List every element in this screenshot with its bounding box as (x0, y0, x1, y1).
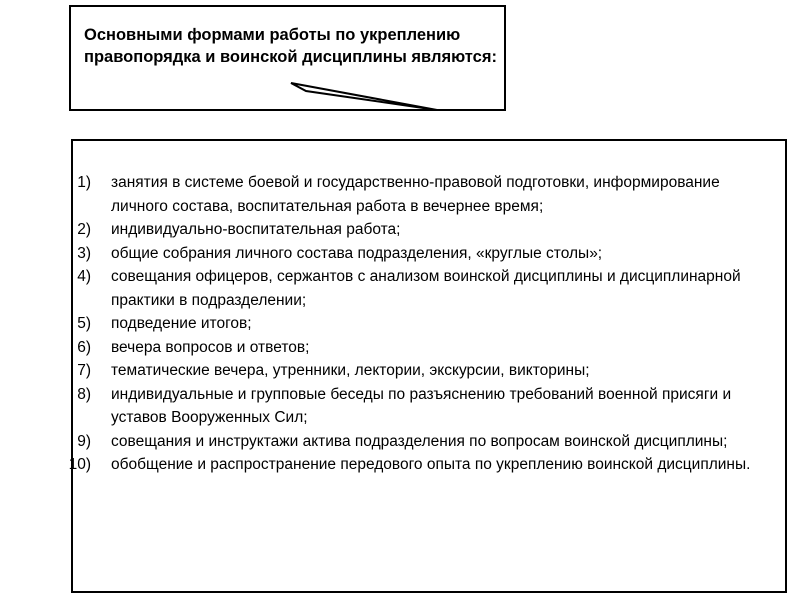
list-item-number: 3) (77, 244, 91, 262)
list-item-number: 7) (77, 362, 91, 379)
list-item-number: 8) (77, 385, 91, 403)
list-item-text: индивидуально-воспитательная работа; (111, 221, 401, 238)
list-box (68, 139, 787, 593)
list-item (73, 242, 773, 266)
list-item-number: 1) (77, 174, 91, 191)
list-item-text: индивидуальные и групповые беседы по разъяснению требований военной присяги и уставов Вооруженных Сил; (111, 385, 732, 426)
forms-list (68, 171, 773, 477)
list-item-number: 4) (77, 268, 91, 285)
list-item (73, 218, 773, 242)
list-item-text: вечера вопросов и ответов; (111, 338, 310, 356)
list-item (68, 453, 773, 477)
list-item (73, 265, 773, 312)
list-item (73, 312, 773, 336)
list-item (73, 171, 773, 218)
list-item (73, 430, 773, 454)
heading-text: Основными формами работы по укреплению правопорядка и воинской дисциплины являются: (84, 26, 497, 66)
list-item-text: совещания офицеров, сержантов с анализом воинской дисциплины и дисциплинарной практики в подразделении; (111, 268, 741, 309)
list-item-number: 2) (77, 221, 91, 238)
list-item-number: 6) (77, 338, 91, 356)
list-item-text: занятия в системе боевой и государственно-правовой подготовки, информирование личного состава, воспитательная работа в вечернее время; (111, 174, 720, 215)
list-item (73, 336, 773, 360)
list-item-number: 5) (77, 315, 91, 332)
list-item-text: подведение итогов; (111, 315, 252, 332)
list-item-number: 10) (68, 456, 91, 473)
list-item-text: тематические вечера, утренники, лектории, экскурсии, викторины; (111, 362, 590, 379)
list-item (73, 359, 773, 383)
list-item (73, 383, 773, 430)
list-item-text: общие собрания личного состава подразделения, «круглые столы»; (111, 244, 603, 262)
list-item-number: 9) (77, 432, 91, 450)
list-item-text: обобщение и распространение передового опыта по укреплению воинской дисциплины. (111, 456, 751, 473)
list-item-text: совещания и инструктажи актива подразделения по вопросам воинской дисциплины; (111, 432, 728, 450)
heading-callout (69, 5, 506, 111)
